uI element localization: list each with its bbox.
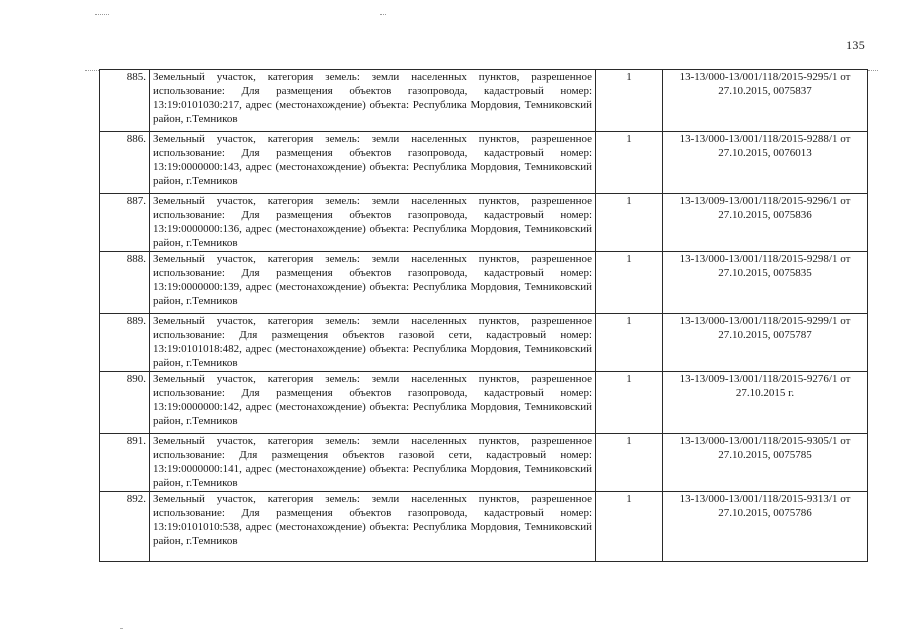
row-quantity: 1 [596, 492, 663, 562]
page-number: 135 [846, 38, 865, 52]
row-number: 890. [100, 372, 150, 434]
table-row [100, 492, 868, 562]
table-row [100, 70, 868, 132]
scan-artifact-top-mid [380, 14, 386, 15]
row-quantity: 1 [596, 132, 663, 194]
row-registration: 13-13/009-13/001/118/2015-9276/1 от 27.10.2015 г. [663, 372, 868, 434]
row-number: 886. [100, 132, 150, 194]
row-quantity: 1 [596, 314, 663, 372]
scan-artifact-bottom-left [120, 628, 123, 629]
scan-artifact-right-edge [868, 70, 878, 71]
row-description: Земельный участок, категория земель: земли населенных пунктов, разрешенное использование: Для размещения объектов газовой сети, кадастровый номер: 13:19:0101018:482, адрес (местонахождение) объекта: Республика Мордовия, Темниковский район, г.Темников [150, 314, 596, 372]
scan-artifact-left-edge [85, 70, 99, 71]
row-quantity: 1 [596, 70, 663, 132]
row-registration: 13-13/000-13/001/118/2015-9305/1 от 27.10.2015, 0075785 [663, 434, 868, 492]
row-number: 892. [100, 492, 150, 562]
row-description: Земельный участок, категория земель: земли населенных пунктов, разрешенное использование: Для размещения объектов газопровода, кадастровый номер: 13:19:0101010:538, адрес (местонахождение) объекта: Республика Мордовия, Темниковский район, г.Темников [150, 492, 596, 562]
property-registry-table [99, 69, 868, 562]
table-row [100, 252, 868, 314]
row-description: Земельный участок, категория земель: земли населенных пунктов, разрешенное использование: Для размещения объектов газопровода, кадастровый номер: 13:19:0000000:143, адрес (местонахождение) объекта: Республика Мордовия, Темниковский район, г.Темников [150, 132, 596, 194]
table-row [100, 434, 868, 492]
table-row [100, 314, 868, 372]
row-registration: 13-13/000-13/001/118/2015-9288/1 от 27.10.2015, 0076013 [663, 132, 868, 194]
row-quantity: 1 [596, 252, 663, 314]
row-quantity: 1 [596, 194, 663, 252]
row-description: Земельный участок, категория земель: земли населенных пунктов, разрешенное использование: Для размещения объектов газопровода, кадастровый номер: 13:19:0000000:139, адрес (местонахождение) объекта: Республика Мордовия, Темниковский район, г.Темников [150, 252, 596, 314]
row-number: 889. [100, 314, 150, 372]
row-registration: 13-13/000-13/001/118/2015-9299/1 от 27.10.2015, 0075787 [663, 314, 868, 372]
row-registration: 13-13/000-13/001/118/2015-9295/1 от 27.10.2015, 0075837 [663, 70, 868, 132]
table-row [100, 132, 868, 194]
row-number: 887. [100, 194, 150, 252]
row-number: 888. [100, 252, 150, 314]
row-number: 891. [100, 434, 150, 492]
row-description: Земельный участок, категория земель: земли населенных пунктов, разрешенное использование: Для размещения объектов газопровода, кадастровый номер: 13:19:0101030:217, адрес (местонахождение) объекта: Республика Мордовия, Темниковский район, г.Темников [150, 70, 596, 132]
row-description: Земельный участок, категория земель: земли населенных пунктов, разрешенное использование: Для размещения объектов газопровода, кадастровый номер: 13:19:0000000:136, адрес (местонахождение) объекта: Республика Мордовия, Темниковский район, г.Темников [150, 194, 596, 252]
scan-artifact-top-left [95, 14, 109, 15]
table-row [100, 372, 868, 434]
row-quantity: 1 [596, 434, 663, 492]
table-row [100, 194, 868, 252]
row-registration: 13-13/009-13/001/118/2015-9296/1 от 27.10.2015, 0075836 [663, 194, 868, 252]
row-registration: 13-13/000-13/001/118/2015-9313/1 от 27.10.2015, 0075786 [663, 492, 868, 562]
row-quantity: 1 [596, 372, 663, 434]
row-registration: 13-13/000-13/001/118/2015-9298/1 от 27.10.2015, 0075835 [663, 252, 868, 314]
row-description: Земельный участок, категория земель: земли населенных пунктов, разрешенное использование: Для размещения объектов газопровода, кадастровый номер: 13:19:0000000:142, адрес (местонахождение) объекта: Республика Мордовия, Темниковский район, г.Темников [150, 372, 596, 434]
row-number: 885. [100, 70, 150, 132]
row-description: Земельный участок, категория земель: земли населенных пунктов, разрешенное использование: Для размещения объектов газовой сети, кадастровый номер: 13:19:0000000:141, адрес (местонахождение) объекта: Республика Мордовия, Темниковский район, г.Темников [150, 434, 596, 492]
